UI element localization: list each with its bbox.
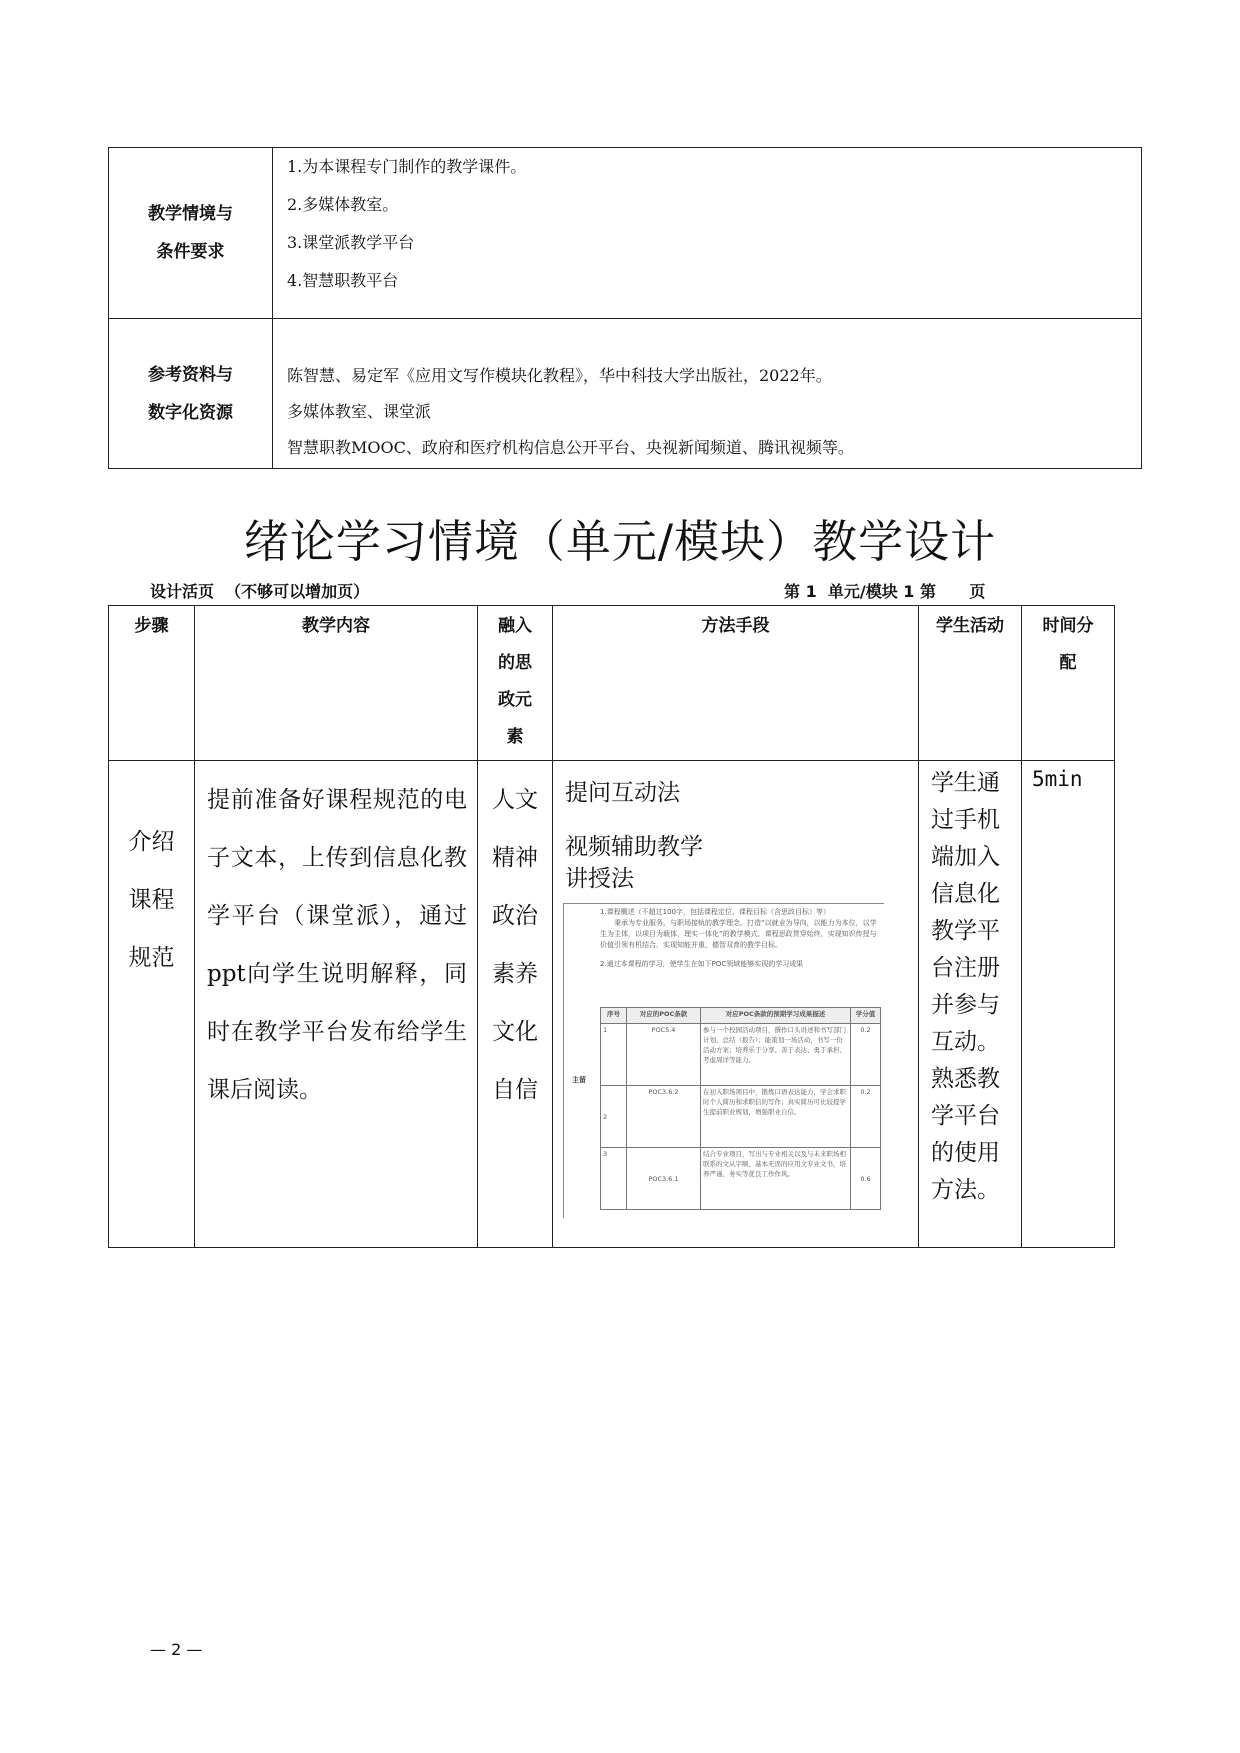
conditions-resources-table — [108, 147, 1142, 469]
ideo-line: 人文 — [492, 787, 538, 813]
activity-line: 方法。 — [931, 1177, 1000, 1203]
spec-cell: 0.2 — [851, 1024, 881, 1086]
ideo-line: 政治 — [492, 903, 538, 929]
spec-col-header: 序号 — [601, 1008, 627, 1024]
header-time — [1022, 606, 1115, 761]
resources-item: 智慧职教MOOC、政府和医疗机构信息公开平台、央视新闻频道、腾讯视频等。 — [287, 438, 854, 457]
ideo-line: 自信 — [492, 1077, 538, 1103]
content-cell: 提前准备好课程规范的电子文本，上传到信息化教学平台（课堂派），通过ppt向学生说明解释，同时在教学平台发布给学生课后阅读。 — [195, 761, 478, 1248]
resources-label — [109, 319, 273, 469]
spec-cell: 3 — [601, 1148, 627, 1210]
page-title: 绪论学习情境（单元/模块）教学设计 — [243, 515, 997, 568]
spec-col-header: 对应POC条款的预期学习成果描述 — [701, 1008, 851, 1024]
time-cell: 5min — [1022, 761, 1115, 1248]
header-method: 方法手段 — [553, 606, 919, 761]
spec-cell: 结合专业项目，写出与专业相关以及与未来职场相联系的文从字顺、基本无误的应用文专业文书，培养严谨、务实等优良工作作风。 — [701, 1148, 851, 1210]
spec-cell: POC3.6.1 — [627, 1148, 701, 1210]
divider — [564, 903, 884, 904]
spec-cell: POC3.6.2 — [627, 1086, 701, 1148]
step-cell — [109, 761, 195, 1248]
spec-overview-body: 秉承为专业服务，与职场接轨的教学理念，打造“以就业为导向，以能力为本位，以学生为主体，以项目为载体，理实一体化”的教学模式，课程思政贯穿始终，实现知识传授与价值引领有机结合，实现知能并重，德智双育的教学目标。 — [600, 919, 877, 949]
activity-line: 熟悉教 — [931, 1066, 1000, 1092]
activity-line: 信息化 — [931, 881, 1000, 907]
conditions-row — [109, 148, 1142, 319]
resources-values — [273, 319, 1142, 469]
spec-cell: 参与一个校园活动项目，撰作口头讲述和书写部门计划、总结（报告）；能策划一场活动，书写一份活动方案；培养乐于分享、善于表达、勇于承担、考虑周详等能力。 — [701, 1024, 851, 1086]
spec-outcome: 2.通过本课程的学习，使学生在如下POC领域能够实现的学习成果 — [600, 960, 804, 968]
spec-cell: 0.2 — [851, 1086, 881, 1148]
activity-line: 学平台 — [931, 1103, 1000, 1129]
activity-line: 的使用 — [931, 1140, 1000, 1166]
spec-col-header: 对应的POC条款 — [627, 1008, 701, 1024]
header-line: 素 — [506, 727, 524, 747]
conditions-label — [109, 148, 273, 319]
activity-line: 并参与 — [931, 992, 1000, 1018]
ideo-cell — [478, 761, 553, 1248]
course-spec-text — [600, 907, 882, 970]
ideo-line: 精神 — [492, 845, 538, 871]
spec-cell: 在初入职场项目中，锻炼口语表达能力，学会求职时个人简历和求职信的写作；真实简历可比较提学生提前职业规划，增强职业自信。 — [701, 1086, 851, 1148]
method-line: 视频辅助教学 — [565, 834, 703, 860]
step-line: 课程 — [128, 887, 175, 913]
method-cell — [553, 761, 919, 1248]
header-line: 融入 — [498, 616, 532, 636]
header-content: 教学内容 — [195, 606, 478, 761]
ideo-line: 素养 — [492, 961, 538, 987]
spec-cell: 1 — [601, 1024, 627, 1086]
header-activity: 学生活动 — [919, 606, 1022, 761]
activity-line: 过手机 — [931, 807, 1000, 833]
label-line: 参考资料与 — [148, 364, 233, 385]
spec-col-header: 学分值 — [851, 1008, 881, 1024]
table-row — [109, 761, 1115, 1248]
spec-cell: POC5.4 — [627, 1024, 701, 1086]
label-line: 数字化资源 — [148, 402, 233, 423]
header-line: 时间分 — [1042, 616, 1094, 636]
teaching-design-table — [108, 605, 1115, 1248]
method-line: 提问互动法 — [565, 780, 680, 806]
spec-cell: 0.6 — [851, 1148, 881, 1210]
course-spec-image — [563, 903, 883, 1218]
header-line: 配 — [1059, 653, 1077, 673]
resources-item: 陈智慧、易定军《应用文写作模块化教程》，华中科技大学出版社，2022年。 — [287, 366, 832, 385]
activity-line: 台注册 — [931, 955, 1000, 981]
header-step: 步骤 — [109, 606, 195, 761]
conditions-values — [273, 148, 1142, 319]
header-row — [109, 606, 1115, 761]
resources-item: 多媒体教室、课堂派 — [287, 402, 432, 421]
header-ideo — [478, 606, 553, 761]
step-line: 介绍 — [128, 829, 175, 855]
label-line: 教学情境与 — [148, 204, 233, 224]
spec-cell: 2 — [601, 1086, 627, 1148]
activity-line: 学生通 — [931, 770, 1000, 796]
page-number: — 2 — — [150, 1640, 203, 1659]
header-line: 政元 — [498, 690, 532, 710]
activity-line: 教学平 — [931, 918, 1000, 944]
spec-table — [600, 1007, 881, 1210]
conditions-item: 3.课堂派教学平台 — [287, 233, 415, 252]
conditions-item: 4.智慧职教平台 — [287, 271, 399, 290]
spec-overview: 1.课程概述（不超过100字，包括课程定位、课程目标（含思政目标）等） — [600, 908, 831, 916]
resources-row — [109, 319, 1142, 469]
activity-cell — [919, 761, 1022, 1248]
label-line: 条件要求 — [156, 242, 225, 262]
activity-line: 互动。 — [931, 1029, 1000, 1055]
subheader-left: 设计活页 （不够可以增加页） — [150, 582, 370, 601]
spec-side-label: 主留 — [572, 1076, 586, 1084]
method-line: 讲授法 — [565, 866, 634, 892]
step-line: 规范 — [128, 945, 175, 971]
activity-line: 端加入 — [931, 844, 1000, 870]
header-line: 的思 — [498, 653, 532, 673]
conditions-item: 1.为本课程专门制作的教学课件。 — [287, 157, 527, 176]
ideo-line: 文化 — [492, 1019, 538, 1045]
subheader-right: 第 1 单元/模块 1 第 页 — [784, 582, 986, 601]
conditions-item: 2.多媒体教室。 — [287, 195, 399, 214]
